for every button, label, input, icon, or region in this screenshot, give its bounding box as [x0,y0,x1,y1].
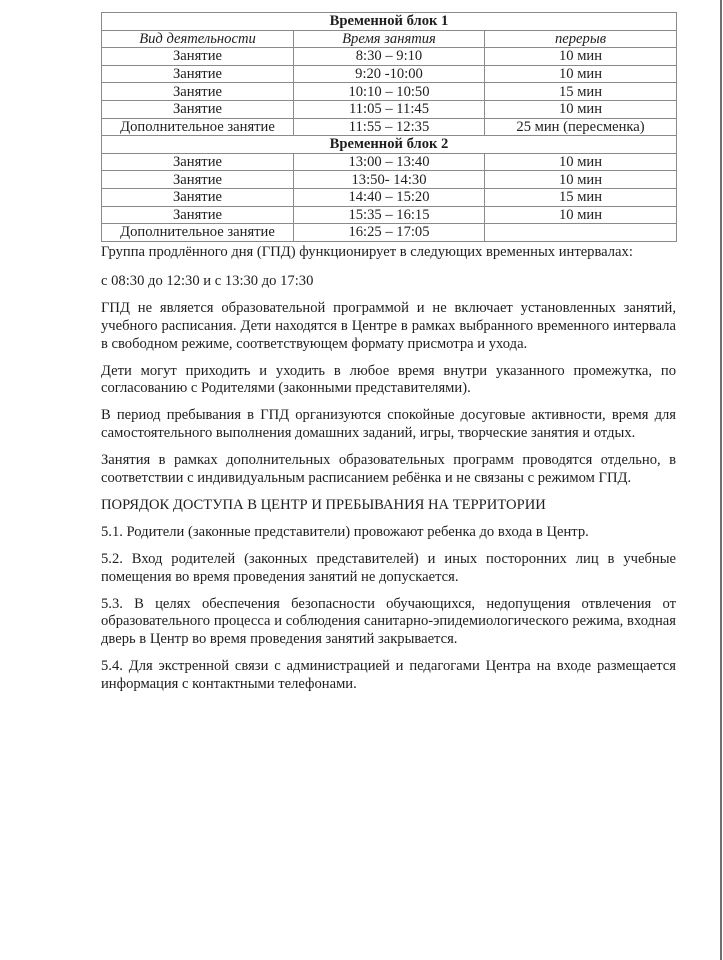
cell-time: 16:25 – 17:05 [294,224,485,242]
cell-break: 15 мин [485,83,677,101]
paragraph-gpd-extra-programs: Занятия в рамках дополнительных образовательных программ проводятся отдельно, в соответствии с индивидуальным расписанием ребёнка и не связаны с режимом ГПД. [101,452,676,486]
table-row [102,100,677,118]
block1-title: Временной блок 1 [102,13,677,31]
cell-activity: Занятие [102,188,294,206]
page-edge-divider [720,0,722,960]
paragraph-gpd-intro: Группа продлённого дня (ГПД) функционирует в следующих временных интервалах: [101,243,633,260]
cell-break: 10 мин [485,100,677,118]
cell-activity: Дополнительное занятие [102,224,294,242]
table-row [102,83,677,101]
cell-break: 15 мин [485,188,677,206]
cell-break: 10 мин [485,206,677,224]
cell-time: 14:40 – 15:20 [294,188,485,206]
paragraph-gpd-not-program: ГПД не является образовательной программой и не включает установленных занятий, учебного расписания. Дети находятся в Центре в рамках выбранного временного интервала в свободном режиме, соответствующем формату присмотра и ухода. [101,300,676,352]
header-time: Время занятия [294,30,485,48]
section-heading: ПОРЯДОК ДОСТУПА В ЦЕНТР И ПРЕБЫВАНИЯ НА ТЕРРИТОРИИ [101,496,546,513]
cell-activity: Занятие [102,100,294,118]
section-item-5-2: 5.2. Вход родителей (законных представителей) и иных посторонних лиц в учебные помещения во время проведения занятий не допускается. [101,550,676,585]
table-row [102,118,677,136]
cell-break: 10 мин [485,65,677,83]
cell-break: 10 мин [485,48,677,66]
cell-break: 25 мин (пересменка) [485,118,677,136]
cell-time: 8:30 – 9:10 [294,48,485,66]
cell-activity: Занятие [102,206,294,224]
section-item-5-1: 5.1. Родители (законные представители) провожают ребенка до входа в Центр. [101,523,589,540]
table-row [102,206,677,224]
cell-break: 10 мин [485,153,677,171]
cell-time: 10:10 – 10:50 [294,83,485,101]
paragraph-gpd-hours: с 08:30 до 12:30 и с 13:30 до 17:30 [101,273,314,290]
section-item-5-4: 5.4. Для экстренной связи с администрацией и педагогами Центра на входе размещается информация с контактными телефонами. [101,657,676,692]
cell-time: 11:05 – 11:45 [294,100,485,118]
header-break: перерыв [485,30,677,48]
cell-activity: Занятие [102,171,294,189]
cell-break: 10 мин [485,171,677,189]
cell-time: 15:35 – 16:15 [294,206,485,224]
cell-time: 13:00 – 13:40 [294,153,485,171]
table-row [102,224,677,242]
schedule-table [101,12,677,242]
document-body [101,244,676,693]
cell-activity: Занятие [102,48,294,66]
table-row [102,188,677,206]
table-row [102,48,677,66]
document-page [101,12,676,703]
table-row [102,171,677,189]
cell-activity: Занятие [102,65,294,83]
cell-activity: Дополнительное занятие [102,118,294,136]
block2-title: Временной блок 2 [102,136,677,154]
cell-break [485,224,677,242]
cell-activity: Занятие [102,153,294,171]
section-item-5-3: 5.3. В целях обеспечения безопасности обучающихся, недопущения отвлечения от образовательного процесса и соблюдения санитарно-эпидемиологического режима, входная дверь в Центр во время проведения занятий закрывается. [101,595,676,647]
paragraph-gpd-activities: В период пребывания в ГПД организуются спокойные досуговые активности, время для самостоятельного выполнения домашних заданий, игры, творческие занятия и отдых. [101,407,676,441]
header-activity: Вид деятельности [102,30,294,48]
table-row [102,153,677,171]
cell-time: 11:55 – 12:35 [294,118,485,136]
table-row [102,65,677,83]
paragraph-gpd-arrival: Дети могут приходить и уходить в любое время внутри указанного промежутка, по согласованию с Родителями (законными представителями). [101,362,676,397]
cell-activity: Занятие [102,83,294,101]
cell-time: 9:20 -10:00 [294,65,485,83]
block2-title-row [102,136,677,154]
cell-time: 13:50- 14:30 [294,171,485,189]
block1-title-row [102,13,677,31]
column-header-row [102,30,677,48]
